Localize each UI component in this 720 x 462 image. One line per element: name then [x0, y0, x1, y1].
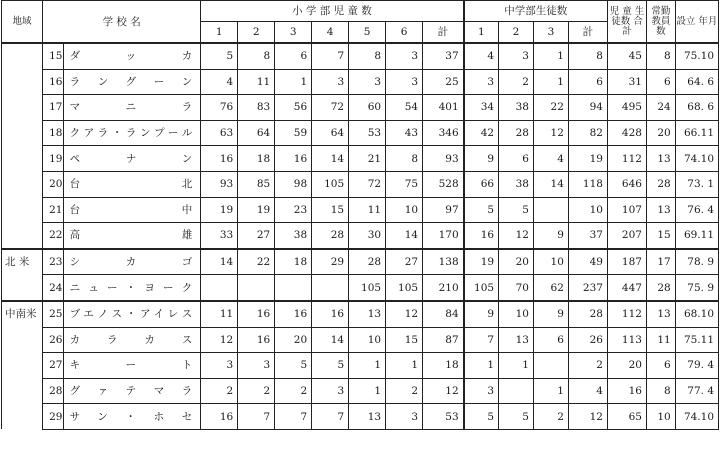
elem-grade-4: 3: [312, 378, 349, 404]
mid-grade-1: 9: [464, 146, 499, 172]
elem-grade-3: 2: [275, 378, 312, 404]
elem-grade-4: 7: [312, 43, 349, 69]
elem-grade-4: 64: [312, 120, 349, 146]
elem-total: 170: [423, 223, 464, 249]
established-date: 75.10: [675, 43, 718, 69]
elem-grade-3: [275, 275, 312, 301]
school-name: キート: [63, 353, 201, 379]
school-name: 高雄: [63, 223, 201, 249]
elem-grade-4: 28: [312, 223, 349, 249]
region-cell: [2, 223, 43, 249]
table-row: [2, 223, 719, 249]
grand-total: 187: [607, 249, 646, 275]
elem-grade-5: 11: [349, 197, 386, 223]
region-cell: [2, 120, 43, 146]
elem-grade-4: 7: [312, 404, 349, 430]
mid-total: 28: [568, 301, 607, 327]
mid-grade-1: 42: [464, 120, 499, 146]
mid-grade-3: [533, 353, 568, 379]
school-number: 28: [43, 378, 64, 404]
mid-grade-2: 38: [499, 95, 534, 121]
school-number: 19: [43, 146, 64, 172]
elem-grade-5: 21: [349, 146, 386, 172]
elem-total: 93: [423, 146, 464, 172]
school-number: 23: [43, 249, 64, 275]
header-mid-col: 2: [499, 22, 534, 44]
established-date: 73. 1: [675, 171, 718, 197]
elem-total: 12: [423, 378, 464, 404]
elem-grade-2: 64: [238, 120, 275, 146]
elem-grade-3: 7: [275, 404, 312, 430]
grand-total: 112: [607, 146, 646, 172]
mid-total: 94: [568, 95, 607, 121]
region-cell: 北 米: [2, 249, 43, 275]
elem-grade-2: 11: [238, 69, 275, 95]
header-elem-col: 5: [349, 22, 386, 44]
elem-grade-4: 16: [312, 301, 349, 327]
mid-grade-1: 19: [464, 249, 499, 275]
elem-grade-3: 18: [275, 249, 312, 275]
elem-grade-3: 59: [275, 120, 312, 146]
school-number: 25: [43, 301, 64, 327]
school-name: ラングーン: [63, 69, 201, 95]
elem-grade-1: 63: [201, 120, 238, 146]
grand-total: 45: [607, 43, 646, 69]
mid-grade-3: 6: [533, 327, 568, 353]
header-elem-col: 3: [275, 22, 312, 44]
grand-total: 428: [607, 120, 646, 146]
elem-grade-4: 105: [312, 171, 349, 197]
table-row: [2, 95, 719, 121]
elem-grade-1: 4: [201, 69, 238, 95]
mid-grade-3: 9: [533, 223, 568, 249]
school-name: ニュー・ヨーク: [63, 275, 201, 301]
region-cell: [2, 275, 43, 301]
school-name: グァテマラ: [63, 378, 201, 404]
mid-grade-2: 28: [499, 120, 534, 146]
mid-grade-2: 70: [499, 275, 534, 301]
elem-total: 18: [423, 353, 464, 379]
mid-grade-2: 12: [499, 223, 534, 249]
mid-grade-1: 7: [464, 327, 499, 353]
teacher-count: 11: [646, 327, 675, 353]
elem-grade-6: 105: [386, 275, 423, 301]
school-name: ダッカ: [63, 43, 201, 69]
elem-grade-6: 3: [386, 404, 423, 430]
school-name: 台北: [63, 171, 201, 197]
elem-grade-3: 20: [275, 327, 312, 353]
region-cell: [2, 95, 43, 121]
teacher-count: 17: [646, 249, 675, 275]
teacher-count: 8: [646, 378, 675, 404]
elem-grade-5: 13: [349, 404, 386, 430]
table-row: [2, 327, 719, 353]
elem-grade-5: 13: [349, 301, 386, 327]
header-mid: 中学部生徒数: [464, 1, 608, 22]
elem-grade-1: 5: [201, 43, 238, 69]
established-date: 68.10: [675, 301, 718, 327]
established-date: 76. 4: [675, 197, 718, 223]
school-name: シカゴ: [63, 249, 201, 275]
elem-grade-1: 11: [201, 301, 238, 327]
elem-grade-5: 60: [349, 95, 386, 121]
school-name: マニラ: [63, 95, 201, 121]
header-school: 学 校 名: [43, 1, 201, 44]
elem-grade-3: 5: [275, 353, 312, 379]
elem-grade-1: 3: [201, 353, 238, 379]
mid-grade-3: 1: [533, 69, 568, 95]
elem-grade-1: [201, 275, 238, 301]
teacher-count: 6: [646, 353, 675, 379]
elem-grade-4: 3: [312, 69, 349, 95]
mid-total: 49: [568, 249, 607, 275]
elem-grade-6: 1: [386, 353, 423, 379]
elem-grade-3: 6: [275, 43, 312, 69]
teacher-count: 8: [646, 43, 675, 69]
mid-grade-2: 38: [499, 171, 534, 197]
elem-grade-1: 2: [201, 378, 238, 404]
grand-total: 31: [607, 69, 646, 95]
teacher-count: 6: [646, 69, 675, 95]
mid-grade-1: 1: [464, 353, 499, 379]
mid-grade-3: 2: [533, 404, 568, 430]
elem-grade-2: 2: [238, 378, 275, 404]
header-elem: 小 学 部 児 童 数: [201, 1, 464, 22]
table-row: [2, 120, 719, 146]
teacher-count: 28: [646, 171, 675, 197]
school-name: ペナン: [63, 146, 201, 172]
table-row: [2, 404, 719, 430]
elem-grade-3: 16: [275, 301, 312, 327]
mid-grade-3: 4: [533, 146, 568, 172]
school-number: 24: [43, 275, 64, 301]
school-number: 29: [43, 404, 64, 430]
elem-grade-1: 93: [201, 171, 238, 197]
mid-grade-2: 1: [499, 353, 534, 379]
mid-grade-1: 5: [464, 404, 499, 430]
elem-grade-5: 28: [349, 249, 386, 275]
mid-grade-1: 16: [464, 223, 499, 249]
elem-grade-2: 85: [238, 171, 275, 197]
elem-grade-6: 43: [386, 120, 423, 146]
elem-grade-6: 14: [386, 223, 423, 249]
table-row: [2, 43, 719, 69]
elem-grade-1: 12: [201, 327, 238, 353]
elem-grade-4: 15: [312, 197, 349, 223]
school-number: 17: [43, 95, 64, 121]
mid-grade-2: 3: [499, 43, 534, 69]
established-date: 69.11: [675, 223, 718, 249]
mid-grade-1: 4: [464, 43, 499, 69]
mid-grade-2: [499, 378, 534, 404]
elem-total: 37: [423, 43, 464, 69]
school-number: 27: [43, 353, 64, 379]
table-row: [2, 197, 719, 223]
school-number: 22: [43, 223, 64, 249]
elem-grade-2: 8: [238, 43, 275, 69]
mid-grade-1: 3: [464, 69, 499, 95]
established-date: 75.11: [675, 327, 718, 353]
mid-grade-2: 20: [499, 249, 534, 275]
elem-grade-2: 83: [238, 95, 275, 121]
region-cell: [2, 404, 43, 430]
school-number: 15: [43, 43, 64, 69]
elem-grade-5: 1: [349, 378, 386, 404]
table-row: [2, 353, 719, 379]
elem-grade-5: 1: [349, 353, 386, 379]
region-cell: [2, 378, 43, 404]
table-body: [2, 43, 719, 429]
mid-total: 8: [568, 43, 607, 69]
school-number: 26: [43, 327, 64, 353]
region-cell: [2, 43, 43, 69]
teacher-count: 15: [646, 223, 675, 249]
mid-grade-3: 1: [533, 378, 568, 404]
elem-total: 97: [423, 197, 464, 223]
header-established: 設立 年月: [675, 1, 718, 44]
elem-grade-2: 22: [238, 249, 275, 275]
teacher-count: 20: [646, 120, 675, 146]
elem-grade-2: 19: [238, 197, 275, 223]
elem-grade-5: 72: [349, 171, 386, 197]
elem-total: 87: [423, 327, 464, 353]
header-elem-col: 6: [386, 22, 423, 44]
region-cell: 中南米: [2, 301, 43, 327]
mid-grade-1: 5: [464, 197, 499, 223]
elem-grade-5: 8: [349, 43, 386, 69]
grand-total: 20: [607, 353, 646, 379]
established-date: 79. 4: [675, 353, 718, 379]
header-region: 地域: [2, 1, 43, 44]
elem-grade-1: 19: [201, 197, 238, 223]
elem-total: 53: [423, 404, 464, 430]
established-date: 78. 9: [675, 249, 718, 275]
elem-grade-2: 3: [238, 353, 275, 379]
region-cell: [2, 197, 43, 223]
elem-grade-4: [312, 275, 349, 301]
school-name: ブエノス・アイレス: [63, 301, 201, 327]
elem-grade-6: 15: [386, 327, 423, 353]
elem-grade-5: 10: [349, 327, 386, 353]
mid-grade-2: 10: [499, 301, 534, 327]
established-date: 75. 9: [675, 275, 718, 301]
mid-grade-1: 66: [464, 171, 499, 197]
elem-grade-3: 16: [275, 146, 312, 172]
header-mid-col: 1: [464, 22, 499, 44]
mid-grade-1: 3: [464, 378, 499, 404]
header-total: 児 童 生徒数 合 計: [607, 1, 646, 44]
region-cell: [2, 353, 43, 379]
table-row: [2, 301, 719, 327]
elem-grade-1: 14: [201, 249, 238, 275]
elem-grade-5: 30: [349, 223, 386, 249]
elem-grade-4: 5: [312, 353, 349, 379]
grand-total: 113: [607, 327, 646, 353]
school-name: カラカス: [63, 327, 201, 353]
mid-grade-3: 10: [533, 249, 568, 275]
mid-grade-3: 22: [533, 95, 568, 121]
grand-total: 65: [607, 404, 646, 430]
teacher-count: 24: [646, 95, 675, 121]
mid-total: 82: [568, 120, 607, 146]
teacher-count: 10: [646, 404, 675, 430]
mid-grade-3: 9: [533, 301, 568, 327]
elem-grade-4: 72: [312, 95, 349, 121]
mid-grade-2: 6: [499, 146, 534, 172]
mid-grade-1: 34: [464, 95, 499, 121]
header-elem-col: 4: [312, 22, 349, 44]
elem-grade-1: 16: [201, 404, 238, 430]
elem-grade-1: 16: [201, 146, 238, 172]
elem-grade-2: 27: [238, 223, 275, 249]
elem-grade-6: 75: [386, 171, 423, 197]
mid-grade-3: [533, 197, 568, 223]
established-date: 68. 6: [675, 95, 718, 121]
mid-grade-2: 5: [499, 197, 534, 223]
mid-total: 118: [568, 171, 607, 197]
elem-grade-2: [238, 275, 275, 301]
teacher-count: 28: [646, 275, 675, 301]
elem-grade-3: 56: [275, 95, 312, 121]
elem-total: 528: [423, 171, 464, 197]
elem-grade-6: 27: [386, 249, 423, 275]
region-cell: [2, 171, 43, 197]
elem-grade-4: 29: [312, 249, 349, 275]
region-cell: [2, 327, 43, 353]
elem-grade-3: 38: [275, 223, 312, 249]
school-number: 16: [43, 69, 64, 95]
elem-total: 84: [423, 301, 464, 327]
teacher-count: 13: [646, 146, 675, 172]
school-table: [1, 0, 719, 430]
header-teachers: 常勤 教員 数: [646, 1, 675, 44]
header-elem-col: 2: [238, 22, 275, 44]
mid-total: 26: [568, 327, 607, 353]
elem-grade-2: 7: [238, 404, 275, 430]
header-elem-col: 計: [423, 22, 464, 44]
elem-grade-5: 53: [349, 120, 386, 146]
elem-grade-6: 2: [386, 378, 423, 404]
mid-total: 10: [568, 197, 607, 223]
mid-grade-3: 14: [533, 171, 568, 197]
table-row: [2, 249, 719, 275]
elem-grade-4: 14: [312, 146, 349, 172]
table-row: [2, 378, 719, 404]
elem-grade-6: 3: [386, 43, 423, 69]
mid-total: 4: [568, 378, 607, 404]
mid-total: 6: [568, 69, 607, 95]
elem-grade-2: 18: [238, 146, 275, 172]
school-name: サン・ホセ: [63, 404, 201, 430]
elem-total: 210: [423, 275, 464, 301]
grand-total: 107: [607, 197, 646, 223]
established-date: 74.10: [675, 146, 718, 172]
table-row: [2, 275, 719, 301]
elem-grade-6: 3: [386, 69, 423, 95]
mid-grade-1: 9: [464, 301, 499, 327]
school-name: クアラ・ランプール: [63, 120, 201, 146]
school-number: 18: [43, 120, 64, 146]
mid-total: 37: [568, 223, 607, 249]
mid-grade-3: 62: [533, 275, 568, 301]
region-cell: [2, 146, 43, 172]
grand-total: 495: [607, 95, 646, 121]
established-date: 77. 4: [675, 378, 718, 404]
elem-grade-3: 23: [275, 197, 312, 223]
elem-grade-1: 33: [201, 223, 238, 249]
header-elem-col: 1: [201, 22, 238, 44]
header-mid-col: 3: [533, 22, 568, 44]
mid-total: 237: [568, 275, 607, 301]
elem-grade-4: 14: [312, 327, 349, 353]
elem-grade-1: 76: [201, 95, 238, 121]
teacher-count: 13: [646, 197, 675, 223]
elem-grade-6: 10: [386, 197, 423, 223]
grand-total: 16: [607, 378, 646, 404]
mid-grade-3: 1: [533, 43, 568, 69]
elem-grade-6: 12: [386, 301, 423, 327]
elem-grade-3: 1: [275, 69, 312, 95]
teacher-count: 13: [646, 301, 675, 327]
grand-total: 646: [607, 171, 646, 197]
elem-grade-5: 105: [349, 275, 386, 301]
elem-total: 401: [423, 95, 464, 121]
table-row: [2, 146, 719, 172]
region-cell: [2, 69, 43, 95]
mid-total: 12: [568, 404, 607, 430]
elem-grade-2: 16: [238, 301, 275, 327]
mid-grade-2: 2: [499, 69, 534, 95]
mid-grade-2: 13: [499, 327, 534, 353]
elem-grade-6: 54: [386, 95, 423, 121]
mid-total: 2: [568, 353, 607, 379]
table-header: [2, 1, 719, 44]
table-row: [2, 69, 719, 95]
mid-grade-2: 5: [499, 404, 534, 430]
grand-total: 112: [607, 301, 646, 327]
mid-total: 19: [568, 146, 607, 172]
established-date: 66.11: [675, 120, 718, 146]
grand-total: 447: [607, 275, 646, 301]
elem-grade-2: 16: [238, 327, 275, 353]
school-number: 21: [43, 197, 64, 223]
elem-total: 138: [423, 249, 464, 275]
mid-grade-1: 105: [464, 275, 499, 301]
elem-total: 25: [423, 69, 464, 95]
elem-grade-5: 3: [349, 69, 386, 95]
header-mid-col: 計: [568, 22, 607, 44]
established-date: 74.10: [675, 404, 718, 430]
elem-grade-3: 98: [275, 171, 312, 197]
elem-total: 346: [423, 120, 464, 146]
grand-total: 207: [607, 223, 646, 249]
school-name: 台中: [63, 197, 201, 223]
mid-grade-3: 12: [533, 120, 568, 146]
elem-grade-6: 8: [386, 146, 423, 172]
school-number: 20: [43, 171, 64, 197]
table-row: [2, 171, 719, 197]
established-date: 64. 6: [675, 69, 718, 95]
